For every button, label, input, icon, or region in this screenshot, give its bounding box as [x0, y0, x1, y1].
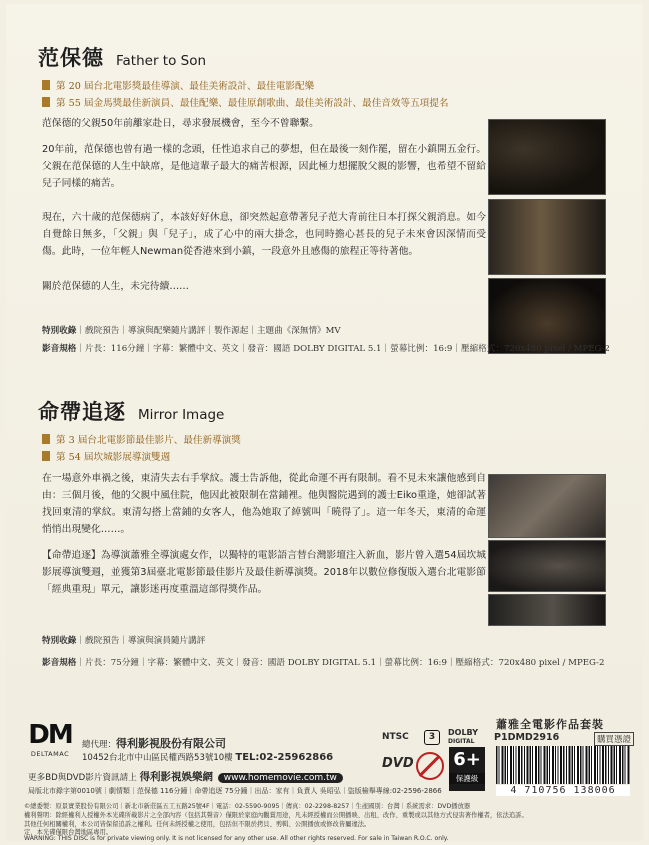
film1-paragraph: 20年前，范保德也曾有過一樣的念頭，任性追求自己的夢想，但在最後一刻作罷，留在小鎮開五金行。父親在范保德的人生中缺席，是他這輩子最大的痛苦根源，因此極力想擺脫父親的影響，也希望不留給兒子同樣的痛苦。: [42, 144, 486, 189]
film1-title-en: Father to Son: [116, 53, 207, 69]
award-marker-icon: [42, 80, 50, 90]
film2-awards: [42, 432, 622, 466]
film1-paragraph: 關於范保德的人生，未完待續……: [42, 281, 189, 292]
extras-label: 特別收錄: [42, 636, 77, 646]
barcode-number: 4 710756 138006: [496, 785, 630, 796]
distributor-address: 10452台北市中山區民權西路53號10樓: [82, 753, 233, 763]
warning-text: WARNING: THIS DISC is for private viewing only. It is not licensed for any other use. All other rights reserved. For sale in Taiwan R.O.C. only.: [24, 835, 449, 842]
region-code-badge: 3: [424, 730, 440, 745]
award-item: 第 3 屆台北電影節最佳影片、最佳新導演獎: [42, 432, 622, 446]
distributor-tel: TEL:02-25962866: [235, 752, 334, 763]
film2-still-image: [488, 540, 606, 592]
specs-label: 影音規格: [42, 344, 77, 354]
dvd-video-icon: DVD: [382, 756, 414, 771]
distributor-name: 得利影視股份有限公司: [116, 737, 227, 750]
film1-paragraph: 現在，六十歲的范保德病了，本該好好休息，卻突然起意帶著兒子范大青前往日本打探父親消息。如今自覺餘日無多，「父親」與「兒子」，成了心中的兩大掛念，也同時擔心甚長的兒子未來會因深情而受傷。此時，一位年輕人Newman從香港來到小鎮，一段意外且感傷的旅程正等待著他。: [42, 212, 486, 257]
film2-still-image: [488, 474, 606, 538]
film2-specs: 特別收錄｜戲院預告｜導演與演員隨片講評 影音規格｜片長：75分鐘｜字幕：繁體中文、英文｜發音：國語 DOLBY DIGITAL 5.1｜螢幕比例：16:9｜壓縮格式：720x480 pixel / MPEG-2: [42, 636, 605, 668]
award-item: 第 55 屆金馬獎最佳新演員、最佳配樂、最佳原創歌曲、最佳美術設計、最佳音效等五項提名: [42, 95, 622, 109]
more-info: 更多BD與DVD影片資訊請上 得利影視娛樂網 www.homemovie.com.tw: [28, 769, 343, 784]
film2-title: [38, 396, 224, 426]
rating-badge: 6+ 保護級: [449, 747, 485, 791]
specs-list: 片長：75分鐘｜字幕：繁體中文、英文｜發音：國語 DOLBY DIGITAL 5.1｜螢幕比例：16:9｜壓縮格式：720x480 pixel / MPEG-2: [85, 658, 605, 668]
fine-print: 權利聲明：除經權利人授權外本光碟所載影片之全部內容（包括其聲音）僅限於家庭內觀賞用途，凡未經授權而公開播映、出租、改作、重製或以其他方式侵害著作權者，依法追訴。: [24, 812, 528, 819]
film2-title-zh: 命帶追逐: [38, 399, 126, 424]
barcode-icon: [496, 746, 630, 784]
distributor-info: 總代理：得利影視股份有限公司 10452台北市中山區民權西路53號10樓 TEL:02-25962866: [82, 737, 334, 763]
registration-line: 局版北市錄字第0010號｜劇情類｜范保德 116分鐘｜命帶追逐 75分鐘｜出品：家有｜負責人 吳昭弘｜盜版檢舉專線:02-2596-2866: [28, 787, 442, 795]
dolby-digital-icon: DOLBY DIGITAL: [448, 728, 478, 745]
film1-awards: [42, 78, 622, 112]
fine-print: ©總委製：原景實業股份有限公司｜新北市新莊區五工五路25號4F｜電話：02-5590-9095｜傳真：02-2298-8257｜生產國別：台灣｜系統需求：DVD播放器: [24, 803, 471, 810]
award-marker-icon: [42, 451, 50, 461]
film2-title-en: Mirror Image: [138, 407, 225, 423]
series-title: 蕭雅全電影作品套裝: [496, 718, 604, 731]
purchase-proof-label: 購買憑證: [594, 732, 634, 746]
extras-label: 特別收錄: [42, 326, 77, 336]
no-copy-icon: [416, 752, 444, 780]
extras-list: 戲院預告｜導演與配樂隨片講評｜製作源起｜主題曲《深無情》MV: [85, 326, 341, 336]
specs-label: 影音規格: [42, 658, 77, 668]
dvd-back-cover: [6, 4, 643, 841]
fine-print: 其他任何相關權利，本公司皆保留追訴之權利。任何未經授權之使用，包括但不限於拷貝、剪輯、公開播放或修改皆屬違法。: [24, 821, 371, 828]
film2-still-image: [488, 594, 606, 626]
fine-print: 定，本光碟僅限台灣地區專用。: [24, 829, 113, 836]
product-code: P1DMD2916: [494, 732, 560, 743]
film2-paragraph: 【命帶追逐】為導演蕭雅全導演處女作，以獨特的電影語言替台灣影壇注入新血，影片曾入選54屆坎城影展導演雙週，並獲第3屆臺北電影節最佳影片及最佳新導演獎。2018年以數位修復版入選台北電影節「經典重現」單元，讓影迷再度重溫這部得獎作品。: [42, 550, 486, 595]
film1-still-image: [488, 199, 606, 275]
website-link[interactable]: www.homemovie.com.tw: [218, 773, 343, 783]
film1-still-image: [488, 119, 606, 195]
film1-title: [38, 42, 206, 72]
award-marker-icon: [42, 434, 50, 444]
award-item: 第 54 屆坎城影展導演雙週: [42, 449, 622, 463]
extras-list: 戲院預告｜導演與演員隨片講評: [85, 636, 206, 646]
film2-paragraph: 在一場意外車禍之後，東清失去右手掌紋。護士告訴他，從此命運不再有限制。看不見未來讓他感到自由：三個月後，他的父親中風住院，他因此被限制在當鋪裡。他與醫院遇到的護士Eiko重逢，她卻試著找回東清的掌紋。東清勾搭上當鋪的女客人，他為她取了綽號叫「曉得了」。這一年冬天，東清的命運悄悄出現變化……。: [42, 473, 486, 535]
film1-title-zh: 范保德: [38, 45, 104, 70]
film1-specs: 特別收錄｜戲院預告｜導演與配樂隨片講評｜製作源起｜主題曲《深無情》MV 影音規格｜片長：116分鐘｜字幕：繁體中文、英文｜發音：國語 DOLBY DIGITAL 5.1｜螢幕比例：16:9｜壓縮格式：720x480 pixel / MPEG-2: [42, 326, 610, 354]
specs-list: 片長：116分鐘｜字幕：繁體中文、英文｜發音：國語 DOLBY DIGITAL 5.1｜螢幕比例：16:9｜壓縮格式：720x480 pixel / MPEG-2: [85, 344, 610, 354]
award-marker-icon: [42, 97, 50, 107]
ntsc-badge: NTSC: [382, 732, 409, 742]
award-item: 第 20 屆台北電影獎最佳導演、最佳美術設計、最佳電影配樂: [42, 78, 622, 92]
deltamac-logo: DM DELTAMAC: [28, 720, 72, 758]
film1-paragraph: 范保德的父親50年前離家赴日，尋求發展機會，至今不曾聯繫。: [42, 118, 319, 129]
